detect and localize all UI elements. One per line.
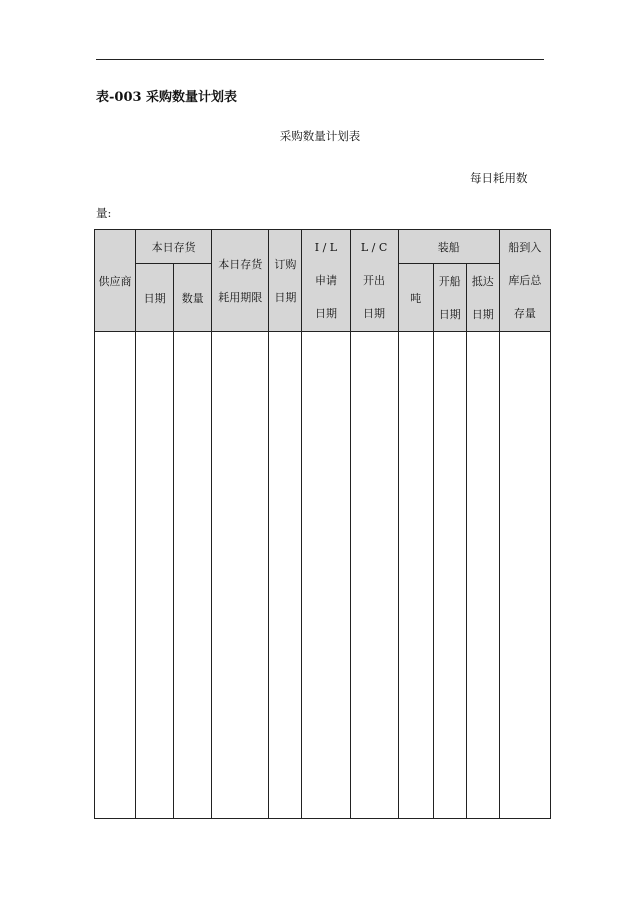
header-shipping <box>398 230 499 264</box>
document-heading: 表-003 采购数量计划表 <box>96 90 238 105</box>
header-sail-line1: 开船 <box>438 274 461 288</box>
header-stock-limit-line1: 本日存货 <box>218 257 263 271</box>
header-stock-limit-line2: 耗用期限 <box>218 290 263 304</box>
daily-usage-label-continued: 量: <box>96 206 112 220</box>
header-stock-quantity <box>174 264 212 332</box>
body-cell-total-stock[interactable] <box>499 332 550 819</box>
header-sail-date <box>433 264 466 332</box>
header-total-line1: 船到入 <box>508 241 542 254</box>
purchase-plan-table <box>94 229 551 819</box>
body-cell-supplier[interactable] <box>95 332 136 819</box>
header-sail-line2: 日期 <box>438 307 461 321</box>
body-cell-stock-limit[interactable] <box>212 332 269 819</box>
header-supplier <box>95 230 136 332</box>
body-cell-ton[interactable] <box>398 332 433 819</box>
header-today-stock-text: 本日存货 <box>151 240 196 254</box>
header-order-date <box>269 230 302 332</box>
body-cell-lc-date[interactable] <box>350 332 398 819</box>
header-lc-line2: 开出 <box>363 274 386 287</box>
body-cell-arrive-date[interactable] <box>466 332 499 819</box>
body-cell-stock-date[interactable] <box>136 332 174 819</box>
header-shipping-text: 装船 <box>437 240 460 254</box>
header-arrive-date <box>466 264 499 332</box>
header-il-line1: I / L <box>314 241 338 254</box>
header-total-line2: 库后总 <box>508 274 542 287</box>
body-cell-order-date[interactable] <box>269 332 302 819</box>
header-stock-quantity-text: 数量 <box>181 291 204 305</box>
header-ton-text: 吨 <box>410 291 422 305</box>
header-stock-limit <box>212 230 269 332</box>
body-cell-stock-quantity[interactable] <box>174 332 212 819</box>
header-supplier-text: 供应商 <box>98 274 132 288</box>
header-lc-date <box>350 230 398 332</box>
header-lc-line1: L / C <box>360 241 388 254</box>
header-stock-date-text: 日期 <box>143 291 166 305</box>
body-cell-il-date[interactable] <box>302 332 350 819</box>
header-il-date <box>302 230 350 332</box>
header-today-stock <box>136 230 212 264</box>
header-ton <box>398 264 433 332</box>
header-il-line3: 日期 <box>314 307 337 320</box>
top-rule <box>96 59 544 60</box>
header-order-line2: 日期 <box>274 290 297 304</box>
header-stock-date <box>136 264 174 332</box>
body-cell-sail-date[interactable] <box>433 332 466 819</box>
header-total-stock <box>499 230 550 332</box>
header-total-line3: 存量 <box>513 307 536 320</box>
header-lc-line3: 日期 <box>363 307 386 320</box>
header-arrive-line1: 抵达 <box>471 274 494 288</box>
daily-usage-label: 每日耗用数 <box>470 171 528 185</box>
header-il-line2: 申请 <box>314 274 337 287</box>
header-arrive-line2: 日期 <box>471 307 494 321</box>
table-title: 采购数量计划表 <box>279 129 361 143</box>
header-order-line1: 订购 <box>274 257 297 271</box>
